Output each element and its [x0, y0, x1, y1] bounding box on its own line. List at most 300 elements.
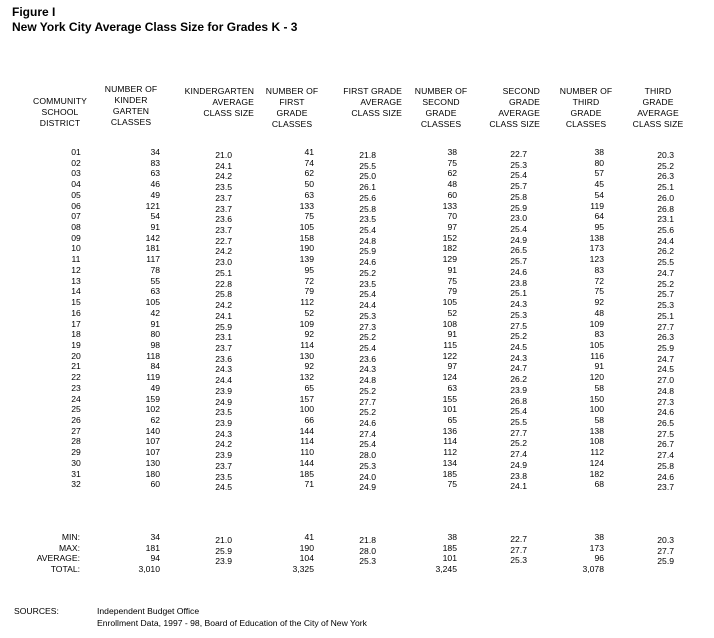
- first-classes-cell: 100: [299, 404, 314, 415]
- second-classes-cell: 48: [447, 179, 457, 190]
- first-classes-cell: 62: [304, 168, 314, 179]
- first-avg-cell: 25.2: [359, 385, 376, 396]
- k-classes-cell: 80: [150, 329, 160, 340]
- first-classes-cell: 105: [299, 222, 314, 233]
- third-classes-cell: 109: [589, 318, 604, 329]
- district-cell: 16: [71, 307, 81, 318]
- district-cell: 05: [71, 189, 81, 200]
- third-avg-cell: 26.3: [657, 332, 674, 343]
- summary-label: AVERAGE:: [36, 553, 80, 563]
- second-classes-cell: 185: [442, 468, 457, 479]
- third-classes-cell: 91: [594, 361, 604, 372]
- third-classes-cell: 119: [590, 200, 604, 211]
- k-avg-cell: 25.9: [215, 321, 232, 332]
- district-cell: 02: [71, 157, 81, 168]
- third-classes-cell: 75: [594, 286, 604, 297]
- third-classes-cell: 58: [594, 415, 604, 425]
- summary-second-classes-cell: 3,245: [435, 563, 457, 574]
- second-avg-cell: 25.2: [510, 438, 527, 449]
- k-avg-cell: 24.2: [215, 439, 232, 450]
- second-classes-cell: 155: [442, 393, 457, 404]
- first-avg-cell: 25.2: [359, 332, 376, 343]
- summary-third-classes-cell: 173: [589, 542, 604, 553]
- summary-first-classes-cell: 3,325: [292, 563, 314, 574]
- k-classes-cell: 84: [150, 361, 160, 372]
- third-classes-cell: 182: [589, 468, 604, 479]
- source-line-2: Enrollment Data, 1997 - 98, Board of Education of the City of New York: [97, 618, 367, 628]
- k-classes-cell: 55: [150, 275, 160, 286]
- k-avg-cell: 23.7: [215, 342, 232, 353]
- k-classes-cell: 34: [150, 147, 160, 157]
- first-classes-cell: 130: [299, 350, 314, 361]
- k-classes-cell: 62: [150, 415, 160, 425]
- district-cell: 18: [71, 329, 81, 340]
- district-cell: 22: [71, 372, 81, 383]
- k-classes-cell: 107: [145, 447, 160, 458]
- k-avg-cell: 22.7: [215, 235, 232, 246]
- district-cell: 28: [71, 436, 81, 447]
- district-cell: 32: [71, 479, 81, 490]
- summary-second-classes-cell: 185: [442, 542, 457, 553]
- second-avg-cell: 25.4: [510, 406, 527, 417]
- second-avg-cell: 25.4: [510, 224, 527, 235]
- second-classes-cell: 101: [442, 404, 457, 415]
- second-avg-cell: 25.3: [510, 159, 527, 170]
- third-avg-cell: 25.7: [657, 289, 674, 300]
- third-classes-cell: 48: [594, 307, 604, 318]
- first-avg-cell: 25.2: [359, 407, 376, 418]
- k-classes-cell: 46: [150, 179, 160, 190]
- second-classes-cell: 152: [442, 232, 457, 243]
- third-classes-cell: 123: [589, 254, 604, 265]
- first-classes-cell: 144: [299, 457, 314, 468]
- k-avg-cell: 21.0: [215, 150, 232, 160]
- second-classes-cell: 91: [447, 329, 457, 340]
- summary-first-classes-cell: 41: [304, 532, 314, 542]
- second-classes-cell: 108: [442, 318, 457, 329]
- second-classes-cell: 114: [443, 436, 457, 447]
- first-classes-cell: 109: [299, 318, 314, 329]
- third-classes-cell: 138: [589, 232, 604, 243]
- k-avg-cell: 25.1: [215, 267, 232, 278]
- k-classes-cell: 142: [145, 232, 160, 243]
- header-2-classes: NUMBER OF SECOND GRADE CLASSES: [414, 86, 468, 129]
- first-classes-cell: 65: [304, 382, 314, 393]
- sources-label: SOURCES:: [14, 606, 59, 616]
- third-avg-cell: 26.5: [657, 418, 674, 428]
- second-avg-cell: 25.9: [510, 202, 527, 213]
- k-classes-cell: 63: [150, 286, 160, 297]
- summary-first-classes-cell: 190: [299, 542, 314, 553]
- summary-second-classes-cell: 101: [442, 553, 457, 563]
- third-classes-cell: 108: [589, 436, 604, 447]
- summary-third-avg-cell: 27.7: [657, 545, 674, 556]
- second-avg-cell: 22.7: [510, 149, 527, 159]
- summary-k-avg-cell: 21.0: [215, 535, 232, 545]
- first-avg-cell: 23.6: [359, 353, 376, 364]
- third-avg-cell: 24.8: [657, 385, 674, 396]
- k-avg-cell: 23.1: [215, 332, 232, 343]
- first-classes-cell: 110: [300, 447, 314, 458]
- third-classes-cell: 92: [594, 297, 604, 308]
- third-avg-cell: 25.9: [657, 342, 674, 353]
- summary-second-avg-cell: 22.7: [510, 534, 527, 544]
- third-avg-cell: 26.2: [657, 246, 674, 257]
- first-avg-cell: 23.5: [359, 214, 376, 225]
- district-cell: 09: [71, 232, 81, 243]
- third-avg-cell: 26.8: [657, 203, 674, 214]
- second-classes-cell: 105: [442, 297, 457, 308]
- k-avg-cell: 23.0: [215, 257, 232, 268]
- third-classes-cell: 83: [594, 264, 604, 275]
- third-classes-cell: 116: [590, 350, 604, 361]
- k-avg-cell: 24.1: [215, 310, 232, 321]
- third-avg-cell: 25.6: [657, 225, 674, 236]
- first-avg-cell: 25.4: [359, 225, 376, 236]
- second-avg-cell: 25.3: [510, 309, 527, 320]
- first-classes-cell: 92: [304, 329, 314, 340]
- first-classes-cell: 185: [299, 468, 314, 479]
- first-classes-cell: 66: [304, 415, 314, 425]
- figure-title: Figure I: [12, 5, 56, 19]
- district-cell: 26: [71, 415, 81, 425]
- third-avg-cell: 24.4: [657, 235, 674, 246]
- first-avg-cell: 25.6: [359, 192, 376, 203]
- k-classes-cell: 102: [145, 404, 160, 415]
- k-avg-cell: 23.5: [215, 407, 232, 418]
- k-classes-cell: 83: [150, 157, 160, 168]
- second-avg-cell: 24.3: [510, 299, 527, 310]
- second-avg-cell: 24.1: [510, 481, 527, 492]
- k-classes-cell: 130: [145, 457, 160, 468]
- third-avg-cell: 24.7: [657, 267, 674, 278]
- second-avg-cell: 27.4: [510, 449, 527, 460]
- second-classes-cell: 75: [447, 479, 457, 490]
- district-cell: 04: [71, 179, 81, 190]
- first-classes-cell: 132: [299, 372, 314, 383]
- third-avg-cell: 23.7: [657, 482, 674, 493]
- second-classes-cell: 129: [442, 254, 457, 265]
- first-avg-cell: 23.5: [359, 278, 376, 289]
- first-classes-cell: 114: [300, 339, 314, 350]
- second-avg-cell: 25.7: [510, 256, 527, 267]
- district-cell: 30: [71, 457, 81, 468]
- second-avg-cell: 25.7: [510, 181, 527, 192]
- district-cell: 24: [71, 393, 81, 404]
- second-avg-cell: 25.1: [510, 288, 527, 299]
- third-classes-cell: 45: [594, 179, 604, 190]
- summary-k-classes-cell: 181: [145, 542, 160, 553]
- summary-third-avg-cell: 25.9: [657, 556, 674, 566]
- district-cell: 13: [71, 275, 81, 286]
- second-avg-cell: 23.0: [510, 213, 527, 224]
- third-avg-cell: 24.7: [657, 353, 674, 364]
- third-classes-cell: 58: [594, 382, 604, 393]
- first-avg-cell: 27.3: [359, 321, 376, 332]
- district-cell: 31: [71, 468, 81, 479]
- first-classes-cell: 133: [299, 200, 314, 211]
- k-avg-cell: 24.3: [215, 428, 232, 439]
- summary-third-classes-cell: 38: [594, 532, 604, 542]
- third-avg-cell: 24.6: [657, 407, 674, 418]
- district-cell: 11: [71, 254, 81, 265]
- k-classes-cell: 42: [150, 307, 160, 318]
- third-avg-cell: 20.3: [657, 150, 674, 160]
- second-avg-cell: 26.2: [510, 374, 527, 385]
- summary-second-classes-cell: 38: [447, 532, 457, 542]
- third-classes-cell: 64: [594, 211, 604, 222]
- second-classes-cell: 122: [442, 350, 457, 361]
- third-classes-cell: 100: [589, 404, 604, 415]
- k-classes-cell: 63: [150, 168, 160, 179]
- second-avg-cell: 27.7: [510, 427, 527, 438]
- k-classes-cell: 159: [145, 393, 160, 404]
- k-classes-cell: 49: [150, 382, 160, 393]
- third-avg-cell: 27.5: [657, 428, 674, 439]
- first-avg-cell: 24.8: [359, 235, 376, 246]
- summary-k-classes-cell: 3,010: [138, 563, 160, 574]
- third-avg-cell: 23.1: [657, 214, 674, 225]
- district-cell: 01: [71, 147, 81, 157]
- district-cell: 03: [71, 168, 81, 179]
- header-3-classes: NUMBER OF THIRD GRADE CLASSES: [559, 86, 613, 129]
- district-cell: 21: [71, 361, 81, 372]
- first-avg-cell: 25.2: [359, 267, 376, 278]
- k-classes-cell: 91: [150, 222, 160, 233]
- district-cell: 17: [71, 318, 81, 329]
- district-cell: 08: [71, 222, 81, 233]
- first-avg-cell: 24.9: [359, 482, 376, 493]
- second-classes-cell: 70: [447, 211, 457, 222]
- district-cell: 29: [71, 447, 81, 458]
- third-classes-cell: 83: [594, 329, 604, 340]
- first-classes-cell: 79: [304, 286, 314, 297]
- third-classes-cell: 38: [594, 147, 604, 157]
- district-cell: 14: [71, 286, 81, 297]
- second-avg-cell: 24.9: [510, 234, 527, 245]
- first-classes-cell: 158: [299, 232, 314, 243]
- third-avg-cell: 27.7: [657, 321, 674, 332]
- district-cell: 12: [71, 264, 81, 275]
- first-avg-cell: 21.8: [359, 150, 376, 160]
- first-avg-cell: 24.3: [359, 364, 376, 375]
- district-cell: 07: [71, 211, 81, 222]
- second-classes-cell: 124: [442, 372, 457, 383]
- district-cell: 15: [71, 297, 81, 308]
- k-avg-cell: 24.5: [215, 482, 232, 493]
- district-cell: 20: [71, 350, 81, 361]
- district-cell: 25: [71, 404, 81, 415]
- second-classes-cell: 91: [447, 264, 457, 275]
- k-avg-cell: 23.7: [215, 203, 232, 214]
- third-avg-cell: 25.8: [657, 460, 674, 471]
- second-avg-cell: 24.7: [510, 363, 527, 374]
- summary-third-classes-cell: 3,078: [582, 563, 604, 574]
- summary-label: TOTAL:: [50, 563, 80, 574]
- district-cell: 27: [71, 425, 81, 436]
- summary-first-avg-cell: 21.8: [359, 535, 376, 545]
- first-avg-cell: 25.3: [359, 310, 376, 321]
- first-avg-cell: 24.8: [359, 375, 376, 386]
- header-k-classes: NUMBER OF KINDER GARTEN CLASSES: [104, 84, 158, 127]
- k-classes-cell: 105: [145, 297, 160, 308]
- k-classes-cell: 78: [150, 264, 160, 275]
- first-classes-cell: 63: [304, 189, 314, 200]
- first-avg-cell: 28.0: [359, 450, 376, 461]
- k-avg-cell: 25.8: [215, 289, 232, 300]
- header-2-avg: SECOND GRADE AVERAGE CLASS SIZE: [489, 86, 540, 129]
- second-classes-cell: 38: [447, 147, 457, 157]
- first-classes-cell: 71: [304, 479, 314, 490]
- first-classes-cell: 190: [299, 243, 314, 254]
- first-classes-cell: 157: [299, 393, 314, 404]
- first-classes-cell: 72: [304, 275, 314, 286]
- k-classes-cell: 91: [150, 318, 160, 329]
- first-avg-cell: 25.8: [359, 203, 376, 214]
- second-classes-cell: 60: [447, 189, 457, 200]
- k-avg-cell: 23.5: [215, 471, 232, 482]
- first-avg-cell: 25.0: [359, 171, 376, 182]
- third-avg-cell: 26.3: [657, 171, 674, 182]
- first-avg-cell: 25.9: [359, 246, 376, 257]
- summary-k-classes-cell: 34: [150, 532, 160, 542]
- summary-second-avg-cell: 27.7: [510, 544, 527, 555]
- k-avg-cell: 23.9: [215, 385, 232, 396]
- k-avg-cell: 24.1: [215, 160, 232, 171]
- second-avg-cell: 26.5: [510, 245, 527, 256]
- k-avg-cell: 23.9: [215, 418, 232, 428]
- second-classes-cell: 115: [443, 339, 457, 350]
- k-classes-cell: 49: [150, 189, 160, 200]
- district-cell: 06: [71, 200, 81, 211]
- header-3-avg: THIRD GRADE AVERAGE CLASS SIZE: [632, 86, 684, 129]
- third-avg-cell: 24.5: [657, 364, 674, 375]
- third-avg-cell: 24.6: [657, 471, 674, 482]
- first-avg-cell: 25.3: [359, 460, 376, 471]
- summary-first-classes-cell: 104: [299, 553, 314, 563]
- district-cell: 19: [71, 339, 81, 350]
- second-avg-cell: 25.5: [510, 417, 527, 427]
- first-avg-cell: 25.4: [359, 289, 376, 300]
- third-avg-cell: 25.2: [657, 160, 674, 171]
- third-classes-cell: 120: [589, 372, 604, 383]
- second-classes-cell: 97: [447, 222, 457, 233]
- second-classes-cell: 182: [442, 243, 457, 254]
- third-classes-cell: 57: [594, 168, 604, 179]
- third-avg-cell: 25.3: [657, 300, 674, 311]
- third-classes-cell: 95: [594, 222, 604, 233]
- second-classes-cell: 63: [447, 382, 457, 393]
- summary-k-avg-cell: 23.9: [215, 556, 232, 566]
- summary-first-avg-cell: 28.0: [359, 545, 376, 556]
- second-classes-cell: 75: [447, 275, 457, 286]
- header-district: COMMUNITY SCHOOL DISTRICT: [33, 96, 87, 128]
- second-classes-cell: 79: [447, 286, 457, 297]
- district-cell: 10: [71, 243, 81, 254]
- third-classes-cell: 68: [594, 479, 604, 490]
- third-classes-cell: 124: [589, 457, 604, 468]
- k-classes-cell: 121: [145, 200, 160, 211]
- first-classes-cell: 74: [304, 157, 314, 168]
- first-classes-cell: 75: [304, 211, 314, 222]
- third-avg-cell: 26.0: [657, 192, 674, 203]
- third-classes-cell: 54: [594, 189, 604, 200]
- first-avg-cell: 25.4: [359, 439, 376, 450]
- source-line-1: Independent Budget Office: [97, 606, 200, 616]
- first-avg-cell: 24.6: [359, 257, 376, 268]
- first-avg-cell: 27.7: [359, 396, 376, 407]
- first-avg-cell: 25.5: [359, 160, 376, 171]
- figure-subtitle: New York City Average Class Size for Grades K - 3: [12, 20, 298, 34]
- k-avg-cell: 23.6: [215, 353, 232, 364]
- first-classes-cell: 52: [304, 307, 314, 318]
- second-classes-cell: 97: [447, 361, 457, 372]
- first-classes-cell: 139: [299, 254, 314, 265]
- header-1-avg: FIRST GRADE AVERAGE CLASS SIZE: [343, 86, 402, 118]
- second-avg-cell: 25.4: [510, 170, 527, 181]
- first-classes-cell: 95: [304, 264, 314, 275]
- first-avg-cell: 25.4: [359, 342, 376, 353]
- k-classes-cell: 107: [145, 436, 160, 447]
- k-avg-cell: 23.6: [215, 214, 232, 225]
- first-avg-cell: 27.4: [359, 428, 376, 439]
- second-avg-cell: 24.9: [510, 459, 527, 470]
- second-avg-cell: 24.3: [510, 352, 527, 363]
- second-avg-cell: 23.8: [510, 470, 527, 481]
- first-classes-cell: 144: [299, 425, 314, 436]
- summary-k-avg-cell: 25.9: [215, 545, 232, 556]
- summary-third-classes-cell: 96: [594, 553, 604, 563]
- k-classes-cell: 140: [145, 425, 160, 436]
- k-classes-cell: 54: [150, 211, 160, 222]
- k-avg-cell: 24.3: [215, 364, 232, 375]
- k-classes-cell: 117: [146, 254, 160, 265]
- district-cell: 23: [71, 382, 81, 393]
- k-classes-cell: 180: [145, 468, 160, 479]
- k-avg-cell: 23.9: [215, 450, 232, 461]
- second-avg-cell: 26.8: [510, 395, 527, 406]
- k-avg-cell: 24.2: [215, 300, 232, 311]
- third-classes-cell: 173: [589, 243, 604, 254]
- first-classes-cell: 92: [304, 361, 314, 372]
- first-classes-cell: 114: [300, 436, 314, 447]
- first-avg-cell: 24.4: [359, 300, 376, 311]
- second-classes-cell: 62: [447, 168, 457, 179]
- first-avg-cell: 26.1: [359, 182, 376, 193]
- third-avg-cell: 25.5: [657, 257, 674, 268]
- k-classes-cell: 119: [146, 372, 160, 383]
- third-avg-cell: 25.1: [657, 182, 674, 193]
- third-classes-cell: 105: [589, 339, 604, 350]
- third-classes-cell: 72: [594, 275, 604, 286]
- summary-label: MIN:: [61, 532, 80, 542]
- first-classes-cell: 50: [304, 179, 314, 190]
- second-avg-cell: 23.8: [510, 277, 527, 288]
- first-avg-cell: 24.6: [359, 418, 376, 428]
- third-classes-cell: 150: [589, 393, 604, 404]
- second-avg-cell: 24.5: [510, 341, 527, 352]
- third-avg-cell: 26.7: [657, 439, 674, 450]
- k-classes-cell: 60: [150, 479, 160, 490]
- summary-third-avg-cell: 20.3: [657, 535, 674, 545]
- third-avg-cell: 25.1: [657, 310, 674, 321]
- k-avg-cell: 24.2: [215, 171, 232, 182]
- k-classes-cell: 118: [146, 350, 160, 361]
- summary-second-avg-cell: 25.3: [510, 555, 527, 565]
- summary-label: MAX:: [58, 542, 80, 553]
- third-classes-cell: 138: [589, 425, 604, 436]
- first-classes-cell: 41: [304, 147, 314, 157]
